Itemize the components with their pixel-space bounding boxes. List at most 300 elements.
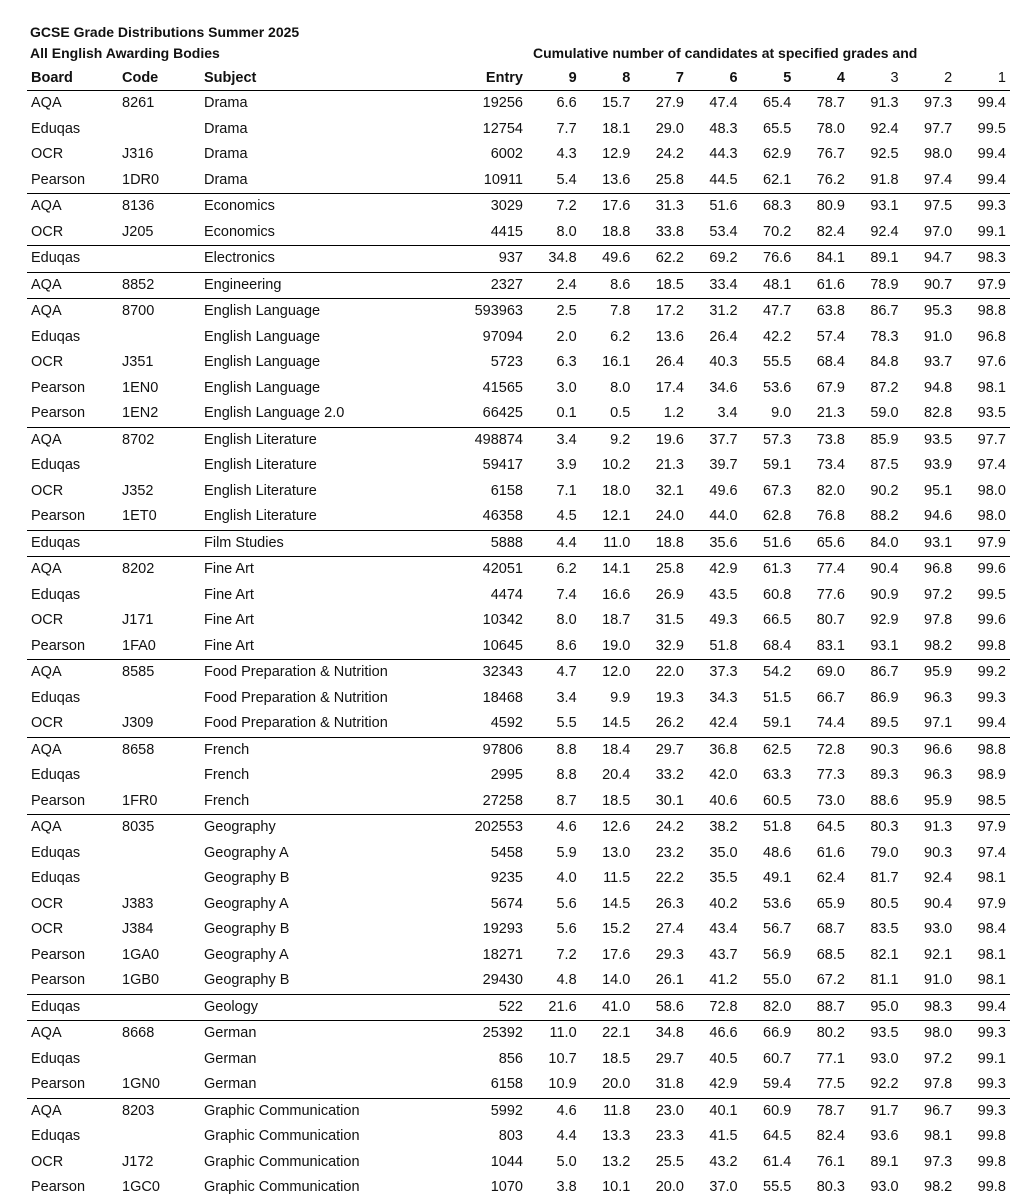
- cell-grade-2: 94.6: [924, 508, 953, 525]
- cell-grade-2: 96.7: [903, 1098, 957, 1124]
- cell-entry: 97094: [482, 328, 523, 345]
- cell-board: AQA: [27, 660, 118, 686]
- table-row: [27, 530, 1010, 557]
- cell-grade-5: 60.9: [742, 1098, 796, 1124]
- cell-grade-5: 47.7: [742, 299, 796, 325]
- cell-grade-3: 84.8: [870, 354, 899, 371]
- cell-grade-1: 98.1: [977, 379, 1006, 396]
- cell-grade-2: 98.2: [924, 1179, 953, 1196]
- cell-entry: 19256: [482, 95, 523, 112]
- cell-entry: 856: [498, 1050, 523, 1067]
- cell-grade-3: 78.9: [849, 272, 903, 299]
- cell-grade-9: 10.7: [548, 1050, 577, 1067]
- cell-grade-1: 99.1: [977, 1050, 1006, 1067]
- cell-grade-1: 99.4: [977, 146, 1006, 163]
- cell-grade-4: 63.8: [795, 299, 849, 325]
- cell-grade-4: 68.4: [816, 354, 845, 371]
- cell-grade-3: 89.5: [870, 715, 899, 732]
- cell-grade-5: 9.0: [771, 405, 792, 422]
- cell-grade-5: 55.5: [763, 1179, 792, 1196]
- table-row: [27, 686, 1010, 712]
- cell-entry: 593963: [430, 299, 527, 325]
- cell-grade-9: 3.8: [556, 1179, 577, 1196]
- cell-grade-4: 82.4: [816, 1128, 845, 1145]
- cell-entry: 1070: [490, 1179, 523, 1196]
- cell-grade-2: 91.3: [903, 815, 957, 841]
- cell-grade-6: 43.4: [709, 921, 738, 938]
- cell-subject: German: [204, 1050, 257, 1067]
- cell-entry: 937: [430, 246, 527, 273]
- page-title: GCSE Grade Distributions Summer 2025: [30, 24, 300, 40]
- cell-subject: Film Studies: [200, 530, 430, 557]
- cell-grade-7: 19.6: [634, 427, 688, 453]
- cell-entry: 803: [498, 1128, 523, 1145]
- cell-code: 1EN0: [122, 379, 159, 396]
- cell-grade-4: 76.2: [816, 171, 845, 188]
- cell-entry: 9235: [490, 870, 523, 887]
- cell-grade-8: 10.2: [602, 457, 631, 474]
- table-row: [27, 325, 1010, 351]
- cell-grade-9: 4.3: [556, 146, 577, 163]
- cell-grade-6: 40.5: [709, 1050, 738, 1067]
- cell-grade-9: 3.4: [556, 689, 577, 706]
- cell-grade-7: 26.4: [655, 354, 684, 371]
- cell-subject: Geography A: [204, 895, 289, 912]
- cell-grade-7: 18.5: [634, 272, 688, 299]
- cell-grade-5: 49.1: [763, 870, 792, 887]
- cell-grade-1: 98.0: [977, 482, 1006, 499]
- cell-grade-1: 99.8: [977, 1179, 1006, 1196]
- cell-grade-7: 31.3: [634, 194, 688, 220]
- cell-subject: Fine Art: [204, 586, 254, 603]
- cell-grade-1: 99.3: [977, 689, 1006, 706]
- cell-grade-8: 7.8: [581, 299, 635, 325]
- cell-grade-7: 23.0: [634, 1098, 688, 1124]
- cell-entry: 5723: [490, 354, 523, 371]
- cell-board: Pearson: [31, 379, 86, 396]
- cell-grade-2: 97.2: [924, 586, 953, 603]
- cell-grade-2: 97.8: [924, 1076, 953, 1093]
- table-row: [27, 968, 1010, 994]
- cell-grade-1: 99.5: [977, 120, 1006, 137]
- cell-grade-2: 98.3: [903, 994, 957, 1021]
- cell-grade-3: 59.0: [870, 405, 899, 422]
- cell-code: 1GA0: [122, 946, 160, 963]
- cell-grade-7: 30.1: [655, 792, 684, 809]
- cell-grade-6: 35.6: [688, 530, 742, 557]
- column-header-grade-3: 3: [890, 70, 899, 86]
- cell-grade-2: 98.2: [924, 637, 953, 654]
- cell-board: Eduqas: [31, 689, 81, 706]
- cell-grade-3: 90.3: [849, 737, 903, 763]
- cell-subject: English Literature: [204, 508, 317, 525]
- cell-grade-4: 73.8: [795, 427, 849, 453]
- cell-grade-2: 98.0: [924, 146, 953, 163]
- cell-grade-9: 6.6: [556, 95, 577, 112]
- cell-grade-1: 93.5: [977, 405, 1006, 422]
- cell-grade-9: 5.6: [556, 921, 577, 938]
- cell-code: J384: [122, 921, 154, 938]
- cell-grade-1: 97.9: [956, 815, 1010, 841]
- cell-board: Eduqas: [31, 767, 81, 784]
- cell-grade-6: 43.5: [709, 586, 738, 603]
- cell-grade-8: 11.8: [581, 1098, 635, 1124]
- cell-subject: Geography: [200, 815, 430, 841]
- cell-subject: English Language: [204, 379, 321, 396]
- cell-grade-3: 93.6: [870, 1128, 899, 1145]
- cell-grade-8: 13.3: [602, 1128, 631, 1145]
- cell-grade-8: 17.6: [581, 194, 635, 220]
- cell-grade-5: 76.6: [742, 246, 796, 273]
- cell-grade-1: 99.8: [977, 1153, 1006, 1170]
- cell-entry: 46358: [482, 508, 523, 525]
- cell-grade-6: 42.9: [709, 1076, 738, 1093]
- cell-grade-4: 57.4: [816, 328, 845, 345]
- cell-grade-6: 49.3: [709, 612, 738, 629]
- cell-grade-3: 81.1: [870, 972, 899, 989]
- cell-board: OCR: [31, 354, 64, 371]
- cell-grade-2: 97.1: [924, 715, 953, 732]
- column-header-grade-6: 6: [729, 70, 738, 86]
- cell-grade-4: 80.9: [795, 194, 849, 220]
- cell-entry: 10342: [482, 612, 523, 629]
- cell-grade-3: 87.2: [870, 379, 899, 396]
- cell-subject: English Language: [204, 354, 321, 371]
- cell-board: AQA: [27, 557, 118, 583]
- cell-code: [118, 994, 200, 1021]
- column-header-entry: Entry: [485, 70, 523, 86]
- cell-entry: 18271: [482, 946, 523, 963]
- cell-grade-1: 98.3: [956, 246, 1010, 273]
- cell-code: 1GB0: [122, 972, 160, 989]
- cell-grade-5: 62.9: [763, 146, 792, 163]
- cell-grade-5: 59.4: [763, 1076, 792, 1093]
- cell-grade-8: 18.8: [602, 223, 631, 240]
- cell-grade-6: 44.3: [709, 146, 738, 163]
- cell-code: [118, 246, 200, 273]
- cell-code: J309: [122, 715, 154, 732]
- cell-grade-2: 97.8: [924, 612, 953, 629]
- table-row: [27, 427, 1010, 453]
- column-header-grade-8: 8: [622, 70, 631, 86]
- cell-grade-1: 99.3: [956, 1021, 1010, 1047]
- cell-board: OCR: [31, 715, 64, 732]
- cell-grade-5: 59.1: [763, 457, 792, 474]
- column-header-code: Code: [122, 70, 159, 86]
- table-row: [27, 917, 1010, 943]
- cell-grade-7: 32.1: [655, 482, 684, 499]
- cell-grade-4: 66.7: [816, 689, 845, 706]
- cell-grade-3: 80.5: [870, 895, 899, 912]
- cell-grade-6: 34.3: [709, 689, 738, 706]
- cell-grade-7: 24.2: [634, 815, 688, 841]
- cell-entry: 10911: [483, 171, 523, 188]
- cell-grade-4: 65.6: [795, 530, 849, 557]
- cell-grade-2: 96.3: [924, 767, 953, 784]
- table-row: [27, 1072, 1010, 1098]
- cell-grade-7: 25.5: [655, 1153, 684, 1170]
- cell-grade-6: 49.6: [709, 482, 738, 499]
- cell-grade-8: 13.2: [602, 1153, 631, 1170]
- cell-grade-6: 42.9: [688, 557, 742, 583]
- cell-entry: 6158: [490, 1076, 523, 1093]
- cell-grade-4: 61.6: [795, 272, 849, 299]
- cell-grade-9: 3.4: [527, 427, 581, 453]
- cell-grade-9: 5.4: [556, 171, 577, 188]
- cell-grade-2: 95.3: [903, 299, 957, 325]
- cell-grade-4: 62.4: [816, 870, 845, 887]
- cell-grade-1: 98.1: [977, 972, 1006, 989]
- cell-grade-3: 84.0: [849, 530, 903, 557]
- cell-grade-7: 17.4: [655, 379, 684, 396]
- cell-grade-9: 0.1: [556, 405, 577, 422]
- cell-subject: English Literature: [204, 482, 317, 499]
- cell-entry: 5888: [430, 530, 527, 557]
- cell-grade-2: 93.1: [903, 530, 957, 557]
- cell-grade-3: 93.5: [849, 1021, 903, 1047]
- cell-board: Eduqas: [31, 1050, 81, 1067]
- cell-grade-3: 92.4: [870, 223, 899, 240]
- table-row: [27, 711, 1010, 737]
- cell-grade-2: 96.6: [903, 737, 957, 763]
- table-row: [27, 350, 1010, 376]
- cell-grade-8: 19.0: [602, 637, 631, 654]
- cell-grade-9: 6.3: [556, 354, 577, 371]
- cell-grade-4: 64.5: [795, 815, 849, 841]
- cell-grade-8: 11.0: [581, 530, 635, 557]
- cell-board: OCR: [31, 612, 64, 629]
- cell-grade-2: 82.8: [924, 405, 953, 422]
- cell-grade-5: 82.0: [742, 994, 796, 1021]
- cell-grade-5: 68.4: [763, 637, 792, 654]
- cell-entry: 5458: [490, 844, 523, 861]
- cell-grade-2: 97.5: [903, 194, 957, 220]
- cell-grade-7: 33.8: [655, 223, 684, 240]
- column-header-grade-5: 5: [783, 70, 792, 86]
- cell-code: [118, 1047, 200, 1073]
- cell-grade-1: 99.4: [977, 171, 1006, 188]
- cell-grade-8: 18.4: [581, 737, 635, 763]
- cell-code: J351: [122, 354, 154, 371]
- cell-grade-3: 86.7: [849, 299, 903, 325]
- cell-subject: Graphic Communication: [200, 1098, 430, 1124]
- cell-grade-2: 93.0: [924, 921, 953, 938]
- cell-grade-1: 99.3: [956, 194, 1010, 220]
- cell-grade-6: 37.3: [688, 660, 742, 686]
- cell-subject: Geography B: [204, 921, 290, 938]
- cell-grade-2: 95.1: [924, 482, 953, 499]
- table-header-row: [27, 66, 1010, 91]
- cell-code: 8035: [118, 815, 200, 841]
- cell-grade-7: 29.7: [655, 1050, 684, 1067]
- cell-code: 1GC0: [122, 1179, 160, 1196]
- cell-code: 8202: [118, 557, 200, 583]
- cell-code: 8702: [118, 427, 200, 453]
- cell-grade-8: 9.2: [581, 427, 635, 453]
- cell-grade-1: 98.8: [956, 299, 1010, 325]
- cell-grade-6: 41.5: [709, 1128, 738, 1145]
- cell-grade-3: 90.4: [849, 557, 903, 583]
- cell-grade-4: 88.7: [795, 994, 849, 1021]
- cell-grade-3: 81.7: [870, 870, 899, 887]
- cell-grade-9: 7.2: [556, 946, 577, 963]
- cell-code: [118, 325, 200, 351]
- cell-grade-7: 24.2: [655, 146, 684, 163]
- cell-board: AQA: [27, 427, 118, 453]
- cell-grade-4: 67.9: [816, 379, 845, 396]
- cell-grade-3: 89.1: [870, 1153, 899, 1170]
- cell-board: Pearson: [31, 405, 86, 422]
- cell-grade-6: 3.4: [717, 405, 738, 422]
- cell-code: 8852: [118, 272, 200, 299]
- cell-grade-8: 16.1: [602, 354, 631, 371]
- cell-code: [118, 866, 200, 892]
- cell-code: 8136: [118, 194, 200, 220]
- cell-grade-6: 26.4: [709, 328, 738, 345]
- cell-grade-9: 5.5: [556, 715, 577, 732]
- cell-grade-9: 4.6: [527, 815, 581, 841]
- cell-code: [118, 763, 200, 789]
- table-row: [27, 1175, 1010, 1201]
- cell-subject: French: [204, 767, 250, 784]
- cell-grade-4: 76.8: [816, 508, 845, 525]
- cell-grade-2: 94.8: [924, 379, 953, 396]
- cell-code: J172: [122, 1153, 154, 1170]
- cell-grade-6: 37.0: [709, 1179, 738, 1196]
- cell-board: Pearson: [31, 972, 86, 989]
- cell-grade-7: 31.5: [655, 612, 684, 629]
- cell-grade-2: 97.0: [924, 223, 953, 240]
- cell-grade-1: 98.0: [977, 508, 1006, 525]
- cell-grade-8: 16.6: [602, 586, 631, 603]
- cell-grade-8: 14.5: [602, 895, 631, 912]
- cell-grade-7: 34.8: [634, 1021, 688, 1047]
- cell-grade-6: 40.1: [688, 1098, 742, 1124]
- cell-grade-1: 99.4: [977, 95, 1006, 112]
- cell-grade-8: 8.0: [610, 379, 631, 396]
- cell-code: 8585: [118, 660, 200, 686]
- table-row: [27, 1150, 1010, 1176]
- cell-board: Pearson: [31, 637, 86, 654]
- cell-grade-7: 23.2: [655, 844, 684, 861]
- table-row: [27, 737, 1010, 763]
- cell-grade-9: 8.0: [556, 223, 577, 240]
- cell-code: [118, 841, 200, 867]
- cell-subject: Food Preparation & Nutrition: [204, 715, 388, 732]
- cell-grade-8: 6.2: [610, 328, 631, 345]
- cell-grade-8: 8.6: [581, 272, 635, 299]
- cell-grade-4: 72.8: [795, 737, 849, 763]
- cell-entry: 3029: [430, 194, 527, 220]
- cell-grade-9: 7.1: [556, 482, 577, 499]
- cell-grade-9: 7.4: [556, 586, 577, 603]
- cell-grade-4: 80.3: [816, 1179, 845, 1196]
- cell-grade-9: 4.0: [556, 870, 577, 887]
- cell-grade-4: 73.0: [816, 792, 845, 809]
- cell-grade-8: 18.7: [602, 612, 631, 629]
- cell-grade-3: 87.5: [870, 457, 899, 474]
- cell-subject: Geography B: [204, 870, 290, 887]
- table-row: [27, 194, 1010, 220]
- cell-entry: 522: [430, 994, 527, 1021]
- cell-entry: 25392: [430, 1021, 527, 1047]
- cell-entry: 2995: [490, 767, 523, 784]
- cell-grade-8: 12.6: [581, 815, 635, 841]
- table-row: [27, 246, 1010, 273]
- table-row: [27, 1098, 1010, 1124]
- cell-entry: 97806: [430, 737, 527, 763]
- cell-grade-3: 93.0: [870, 1179, 899, 1196]
- cell-grade-6: 48.3: [709, 120, 738, 137]
- cell-subject: Food Preparation & Nutrition: [200, 660, 430, 686]
- cell-grade-9: 5.0: [556, 1153, 577, 1170]
- cell-subject: English Language: [204, 328, 321, 345]
- cell-grade-9: 2.5: [527, 299, 581, 325]
- table-row: [27, 220, 1010, 246]
- cell-grade-6: 42.0: [709, 767, 738, 784]
- cell-grade-7: 31.8: [655, 1076, 684, 1093]
- cell-grade-1: 97.4: [977, 844, 1006, 861]
- cell-grade-3: 92.5: [870, 146, 899, 163]
- cell-grade-9: 34.8: [527, 246, 581, 273]
- cell-grade-5: 60.5: [763, 792, 792, 809]
- table-row: [27, 479, 1010, 505]
- cell-code: J316: [122, 146, 154, 163]
- cell-code: [118, 117, 200, 143]
- cell-grade-8: 13.0: [602, 844, 631, 861]
- cell-grade-6: 38.2: [688, 815, 742, 841]
- cell-grade-8: 13.6: [602, 171, 631, 188]
- cell-grade-3: 89.3: [870, 767, 899, 784]
- cell-grade-3: 92.9: [870, 612, 899, 629]
- cell-subject: English Language 2.0: [204, 405, 345, 422]
- cell-grade-5: 56.7: [763, 921, 792, 938]
- cell-grade-6: 53.4: [709, 223, 738, 240]
- cell-subject: Drama: [204, 146, 248, 163]
- cell-grade-2: 91.0: [924, 972, 953, 989]
- cell-subject: Geography B: [204, 972, 290, 989]
- cell-grade-6: 37.7: [688, 427, 742, 453]
- cell-grade-5: 55.0: [763, 972, 792, 989]
- cell-code: J352: [122, 482, 154, 499]
- cell-grade-5: 62.5: [742, 737, 796, 763]
- cell-grade-4: 21.3: [816, 405, 845, 422]
- table-row: [27, 763, 1010, 789]
- cell-subject: Economics: [200, 194, 430, 220]
- cell-board: OCR: [31, 1153, 64, 1170]
- cell-grade-2: 97.3: [924, 95, 953, 112]
- cell-grade-9: 7.2: [527, 194, 581, 220]
- cell-grade-7: 26.2: [655, 715, 684, 732]
- cell-grade-1: 99.6: [956, 557, 1010, 583]
- cell-grade-6: 39.7: [709, 457, 738, 474]
- cell-grade-5: 61.3: [742, 557, 796, 583]
- cell-grade-8: 20.4: [602, 767, 631, 784]
- cell-grade-8: 20.0: [602, 1076, 631, 1093]
- cell-grade-6: 72.8: [688, 994, 742, 1021]
- cell-subject: German: [204, 1076, 257, 1093]
- cell-grade-6: 35.5: [709, 870, 738, 887]
- column-header-grade-4: 4: [836, 70, 845, 86]
- table-row: [27, 401, 1010, 427]
- cell-grade-8: 15.7: [602, 95, 631, 112]
- cell-entry: 1044: [490, 1153, 523, 1170]
- cell-grade-9: 4.6: [527, 1098, 581, 1124]
- cumulative-grades-label: Cumulative number of candidates at specified grades and: [533, 45, 918, 61]
- cell-grade-8: 14.5: [602, 715, 631, 732]
- cell-grade-7: 33.2: [655, 767, 684, 784]
- cell-grade-5: 60.7: [763, 1050, 792, 1067]
